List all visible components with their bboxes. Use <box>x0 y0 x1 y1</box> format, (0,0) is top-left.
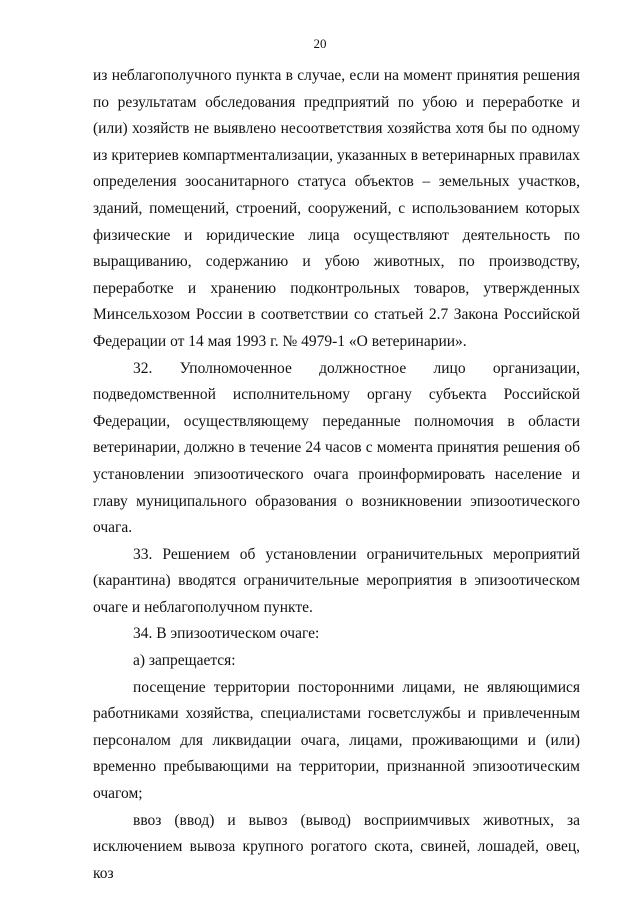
page-number: 20 <box>313 36 327 51</box>
subitem-a: а) запрещается: <box>133 652 236 670</box>
paragraph-34: 34. В эпизоотическом очаге: <box>133 625 320 643</box>
document-body <box>93 63 580 887</box>
paragraph-import-export: ввоз (ввод) и вывоз (вывод) восприимчивых животных, за исключением вывоза крупного рогатого скота, свиней, лошадей, овец, коз <box>93 811 580 882</box>
paragraph-continuation: из неблагополучного пункта в случае, если на момент принятия решения по результатам обследования предприятий по убою и переработке и (или) хозяйств не выявлено несоответствия хозяйства хотя бы по одному из критериев компартментализации, указанных в ветеринарных правилах определения зоосанитарного статуса объектов – земельных участков, зданий, помещений, строений, сооружений, с использованием которых физические и юридические лица осуществляют деятельность по выращиванию, содержанию и убою животных, по производству, переработке и хранению подконтрольных товаров, утвержденных Минсельхозом России в соответствии со статьей 2.7 Закона Российской Федерации от 14 мая 1993 г. № 4979-1 «О ветеринарии». <box>93 67 580 350</box>
paragraph-32: 32. Уполномоченное должностное лицо организации, подведомственной исполнительному органу субъекта Российской Федерации, осуществляющему переданные полномочия в области ветеринарии, должно в течение 24 часов с момента принятия решения об установлении эпизоотического очага проинформировать население и главу муниципального образования о возникновении эпизоотического очага. <box>93 359 580 537</box>
paragraph-visit-prohibition: посещение территории посторонними лицами, не являющимися работниками хозяйства, специалистами госветслужбы и привлеченным персоналом для ликвидации очага, лицами, проживающими и (или) временно пребывающими на территории, признанной эпизоотическим очагом; <box>93 678 580 803</box>
paragraph-33: 33. Решением об установлении ограничительных мероприятий (карантина) вводятся ограничительные мероприятия в эпизоотическом очаге и неблагополучном пункте. <box>93 545 580 616</box>
